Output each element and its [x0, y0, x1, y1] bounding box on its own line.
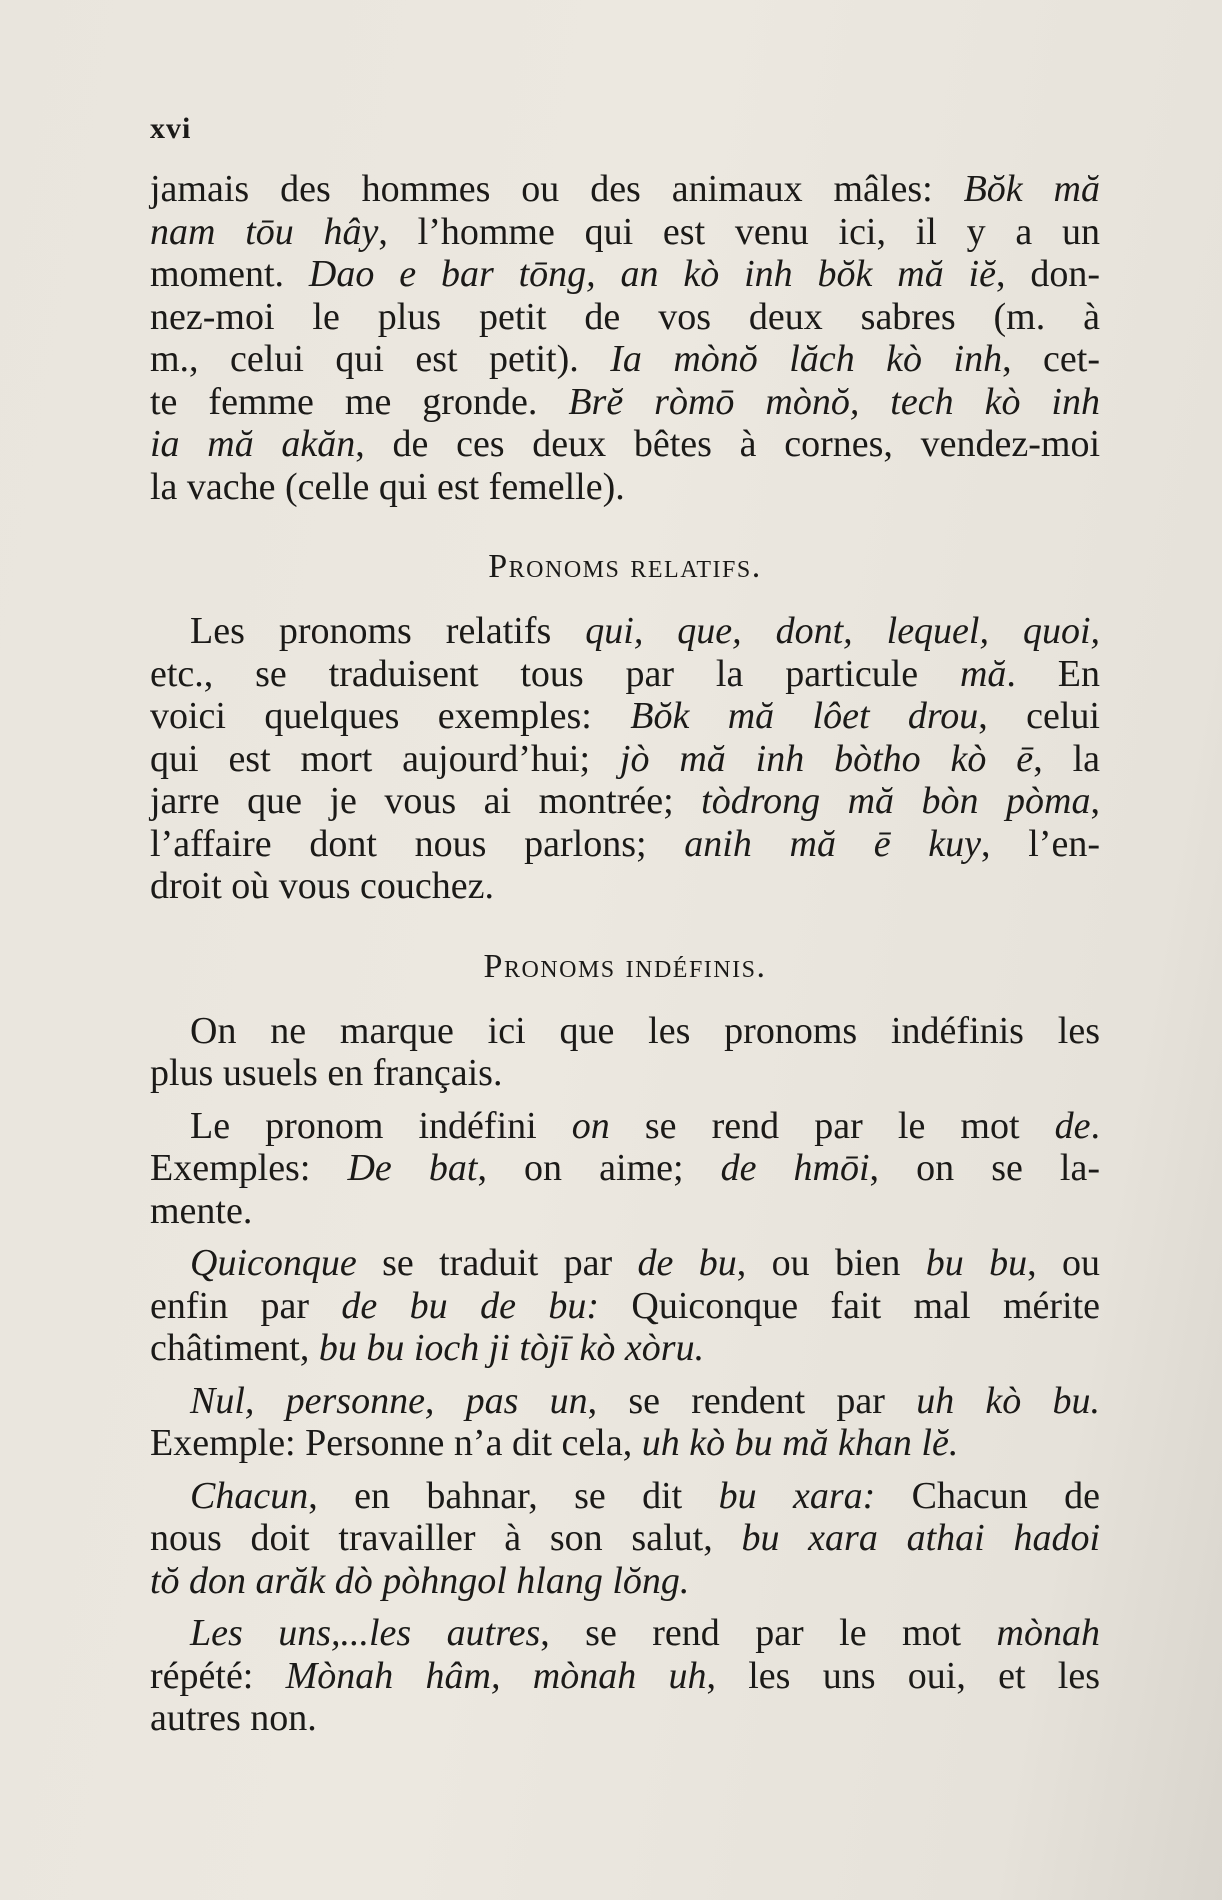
text-run: Les pronoms relatifs [190, 610, 586, 652]
text-run: . En [1006, 652, 1100, 695]
text-line [150, 253, 1100, 296]
text-run: jarre que je vous ai montrée; [150, 780, 702, 822]
text-line [150, 1010, 1100, 1053]
text-run: , celui [978, 695, 1100, 737]
italic-text-run: jò mă inh bòtho kò ē [619, 737, 1034, 780]
text-run: répété: [150, 1654, 286, 1697]
text-run: , les uns oui, et les [706, 1654, 1100, 1697]
paragraph [150, 610, 1100, 908]
text-line [150, 1052, 1100, 1095]
text-line [150, 865, 1100, 908]
text-line [150, 296, 1100, 339]
text-run: , ou [1027, 1242, 1100, 1284]
italic-text-run: Nul, personne, pas un [190, 1379, 588, 1422]
text-run: Exemple: Personne n’a dit cela, [150, 1422, 642, 1464]
text-run: l’affaire dont nous parlons; [150, 822, 685, 865]
text-run: autres non. [150, 1697, 317, 1739]
page-number: xvi [150, 112, 192, 145]
text-run: , la [1033, 737, 1100, 780]
text-line [150, 168, 1100, 211]
italic-text-run: Bŏk mă lôet drou [630, 695, 979, 737]
italic-text-run: uh kò bu mă khan lĕ. [641, 1422, 959, 1464]
paragraph [150, 1380, 1100, 1465]
italic-text-run: bu bu ioch ji tòjī kò xòru. [318, 1327, 705, 1369]
italic-text-run: mă [959, 652, 1007, 695]
text-line [150, 211, 1100, 254]
italic-text-run: qui, que, dont, lequel, quoi, [585, 610, 1101, 652]
text-run: châtiment, [150, 1327, 319, 1369]
italic-text-run: Mònah hâm, mònah uh [285, 1654, 707, 1697]
italic-text-run: Ia mònŏ lăch kò inh [610, 338, 1003, 380]
paragraph [150, 168, 1100, 508]
text-run: mente. [150, 1189, 253, 1232]
text-run: , l’en- [981, 822, 1100, 865]
italic-text-run: on [571, 1104, 610, 1147]
text-run: la vache (celle qui est femelle). [150, 465, 625, 508]
text-line [150, 1655, 1100, 1698]
text-run: , ou bien [736, 1242, 926, 1284]
text-run: , se rend par le mot [540, 1612, 997, 1654]
text-line [150, 1560, 1100, 1603]
text-line [150, 1327, 1100, 1370]
text-line [150, 1612, 1100, 1655]
page-body [150, 168, 1100, 1740]
italic-text-run: uh kò bu. [916, 1379, 1100, 1422]
italic-text-run: mònah [996, 1612, 1100, 1654]
italic-text-run: bu xara: [718, 1474, 876, 1517]
text-run: , cet- [1002, 338, 1100, 380]
paragraph [150, 1105, 1100, 1233]
italic-text-run: Quiconque [190, 1242, 357, 1284]
text-line [150, 1190, 1100, 1233]
text-run: droit où vous couchez. [150, 865, 495, 907]
text-run: nous doit travailler à son salut, [150, 1517, 742, 1559]
text-line [150, 1517, 1100, 1560]
text-line [150, 1147, 1100, 1190]
text-run: nez-moi le plus petit de vos deux sabres (m. à [150, 295, 1100, 338]
italic-text-run: De bat [347, 1147, 478, 1189]
text-line [150, 823, 1100, 866]
text-line [150, 1380, 1100, 1423]
text-run: , on aime; [477, 1147, 721, 1189]
text-run: , don- [995, 253, 1101, 295]
text-run: te femme me gronde. [150, 380, 569, 423]
text-line [150, 738, 1100, 781]
text-line [150, 780, 1100, 823]
paragraph [150, 1242, 1100, 1370]
italic-text-run: tŏ don arăk dò pòhngol hlang lŏng. [150, 1559, 690, 1602]
text-run: plus usuels en français. [150, 1052, 503, 1094]
text-line [150, 1475, 1100, 1518]
text-run: , [1090, 780, 1100, 822]
text-line [150, 1105, 1100, 1148]
text-line [150, 610, 1100, 653]
text-run: , l’homme qui est venu ici, il y a un [378, 210, 1100, 253]
text-run: etc., se traduisent tous par la particule [150, 652, 960, 695]
text-run: On ne marque ici que les pronoms indéfinis les [190, 1009, 1100, 1052]
section-heading: Pronoms indéfinis. [483, 947, 767, 985]
text-line [150, 1285, 1100, 1328]
text-run: , on se la- [869, 1147, 1100, 1189]
text-run: se traduit par [356, 1242, 638, 1284]
text-line [150, 1697, 1100, 1740]
paragraph [150, 1612, 1100, 1740]
text-line [150, 338, 1100, 381]
text-run: se rend par le mot [609, 1104, 1055, 1147]
italic-text-run: anih mă ē kuy [684, 822, 982, 865]
section-heading: Pronoms relatifs. [488, 548, 762, 585]
text-run: Exemples: [150, 1147, 348, 1189]
paragraph [150, 1475, 1100, 1603]
text-run: , de ces deux bêtes à cornes, vendez-moi [355, 423, 1100, 465]
italic-text-run: tòdrong mă bòn pòma [701, 780, 1091, 822]
text-run: , se rendent par [587, 1379, 917, 1422]
italic-text-run: Les uns,...les autres [190, 1612, 541, 1654]
italic-text-run: ia mă akăn [150, 423, 356, 465]
text-line [150, 1242, 1100, 1285]
text-line [150, 653, 1100, 696]
text-run: Quiconque fait mal mérite [599, 1284, 1100, 1327]
paragraph [150, 1010, 1100, 1095]
text-run: m., celui qui est petit). [150, 338, 611, 380]
italic-text-run: bu bu [925, 1242, 1028, 1284]
italic-text-run: Brĕ ròmō mònŏ, tech kò inh [568, 380, 1100, 423]
text-run: enfin par [150, 1284, 342, 1327]
text-run: . [1090, 1104, 1101, 1147]
text-run: Chacun de [875, 1474, 1100, 1517]
text-run: Le pronom indéfini [190, 1104, 572, 1147]
text-line [150, 381, 1100, 424]
text-line [150, 466, 1100, 509]
text-run: , en bahnar, se dit [308, 1474, 719, 1517]
italic-text-run: de bu de bu: [341, 1284, 599, 1327]
text-run: voici quelques exemples: [150, 695, 631, 737]
text-run: qui est mort aujourd’hui; [150, 737, 620, 780]
italic-text-run: bu xara athai hadoi [741, 1517, 1100, 1559]
text-run: moment. [150, 253, 309, 295]
text-run: jamais des hommes ou des animaux mâles: [150, 168, 964, 210]
italic-text-run: Bŏk mă [963, 168, 1100, 210]
text-line [150, 1422, 1100, 1465]
italic-text-run: de hmōi [720, 1147, 870, 1189]
italic-text-run: nam tōu hây [150, 210, 379, 253]
text-line [150, 423, 1100, 466]
italic-text-run: Chacun [190, 1474, 309, 1517]
italic-text-run: de bu [637, 1242, 737, 1284]
italic-text-run: de [1054, 1104, 1091, 1147]
italic-text-run: Dao e bar tōng, an kò inh bŏk mă iĕ [308, 253, 996, 295]
text-line [150, 695, 1100, 738]
